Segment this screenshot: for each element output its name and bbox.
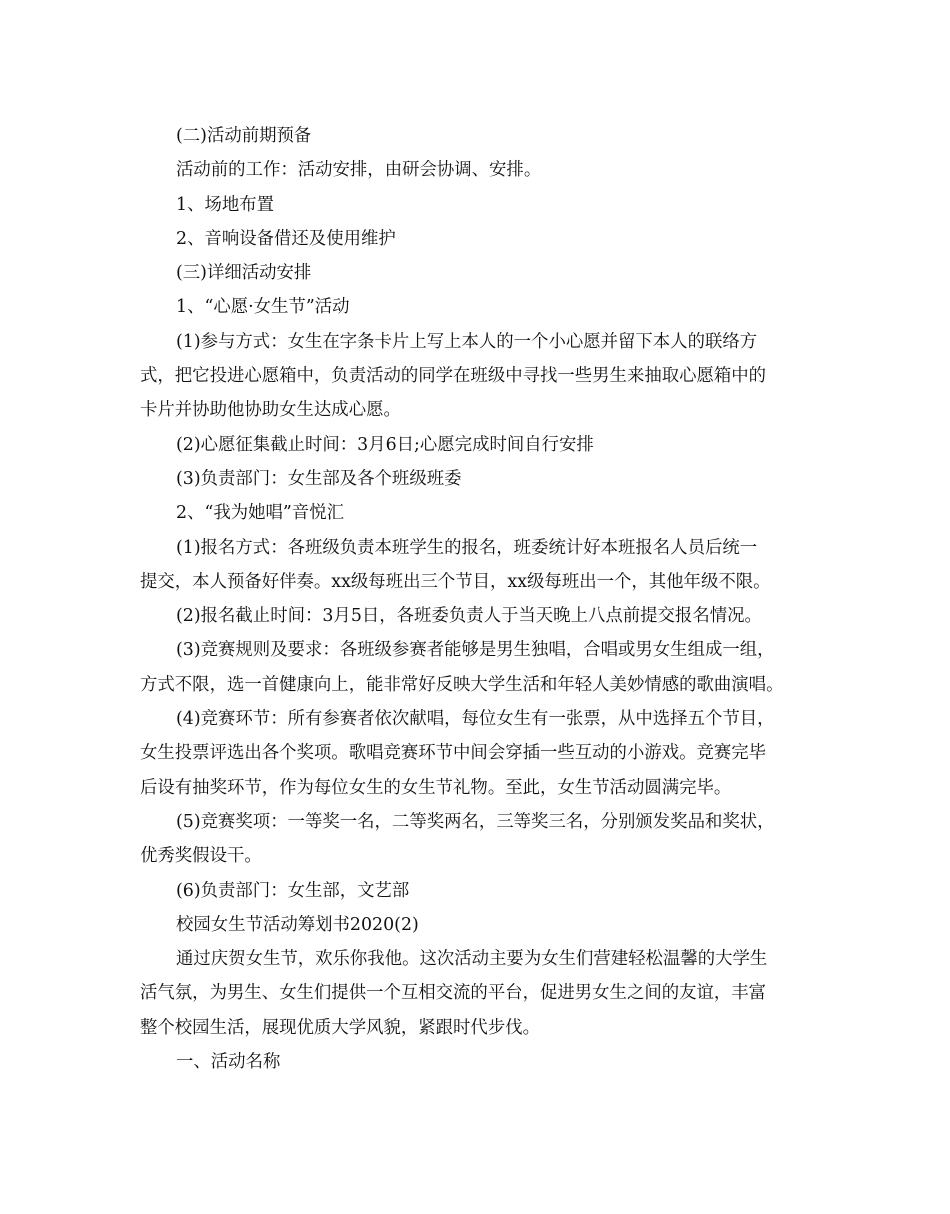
text-line: 1、“心愿·女生节”活动 [176,297,350,318]
text-line: 2、“我为她唱”音悦汇 [176,503,344,524]
text-line: 优秀奖假设干。 [140,846,262,867]
text-line: 卡片并协助他协助女生达成心愿。 [140,400,401,421]
text-line: 女生投票评选出各个奖项。歌唱竞赛环节中间会穿插一些互动的小游戏。竞赛完毕 [140,743,767,764]
text-line: 后设有抽奖环节，作为每位女生的女生节礼物。至此，女生节活动圆满完毕。 [140,777,732,798]
text-line: (3)竞赛规则及要求：各班级参赛者能够是男生独唱，合唱或男女生组成一组， [176,640,775,661]
text-line: 提交，本人预备好伴奏。xx级每班出三个节目，xx级每班出一个，其他年级不限。 [140,571,771,592]
text-line: (1)参与方式：女生在字条卡片上写上本人的一个小心愿并留下本人的联络方 [176,331,758,352]
text-line: (6)负责部门：女生部，文艺部 [176,880,410,901]
text-line: 活动前的工作：活动安排，由研会协调、安排。 [176,160,542,181]
text-line: (5)竞赛奖项：一等奖一名，二等奖两名，三等奖三名，分别颁发奖品和奖状， [176,811,775,832]
text-line: (3)负责部门：女生部及各个班级班委 [176,468,462,489]
text-line: 校园女生节活动筹划书2020(2) [176,914,419,935]
text-line: (4)竞赛环节：所有参赛者依次献唱，每位女生有一张票，从中选择五个节目， [176,709,775,730]
text-line: (1)报名方式：各班级负责本班学生的报名，班委统计好本班报名人员后统一 [176,537,758,558]
text-line: (2)心愿征集截止时间：3月6日;心愿完成时间自行安排 [176,434,594,455]
text-line: 2、音响设备借还及使用维护 [176,228,396,249]
text-line: (2)报名截止时间：3月5日，各班委负责人于当天晚上八点前提交报名情况。 [176,606,762,627]
text-line: 式，把它投进心愿箱中，负责活动的同学在班级中寻找一些男生来抽取心愿箱中的 [140,366,767,387]
text-line: 通过庆贺女生节，欢乐你我他。这次活动主要为女生们营建轻松温馨的大学生 [176,949,768,970]
text-line: 1、场地布置 [176,194,275,215]
text-line: 方式不限，选一首健康向上，能非常好反映大学生活和年轻人美妙情感的歌曲演唱。 [140,674,784,695]
document-body [140,119,820,1079]
text-line: (三)详细活动安排 [176,263,312,284]
text-line: 整个校园生活，展现优质大学风貌，紧跟时代步伐。 [140,1017,540,1038]
text-line: 一、活动名称 [176,1052,281,1073]
text-line: 活气氛，为男生、女生们提供一个互相交流的平台，促进男女生之间的友谊，丰富 [140,983,767,1004]
text-line: (二)活动前期预备 [176,126,312,146]
